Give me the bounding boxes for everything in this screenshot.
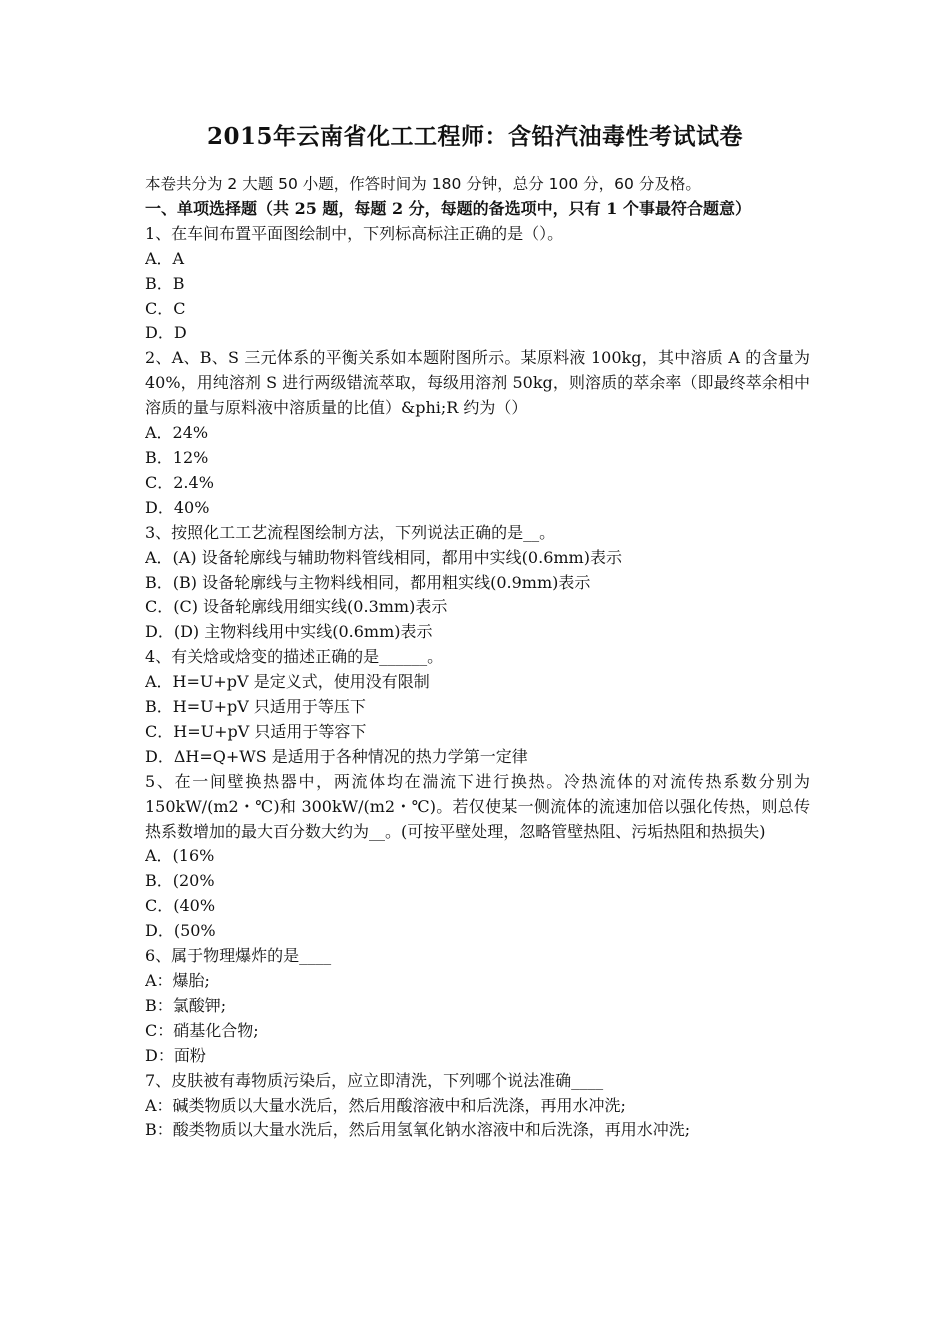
section-heading: 一、单项选择题（共 25 题，每题 2 分，每题的备选项中，只有 1 个事最符合题意） [145, 198, 751, 218]
question-block [145, 944, 810, 1069]
answer-option: B．H=U+pV 只适用于等压下 [145, 697, 366, 717]
exam-intro: 本卷共分为 2 大题 50 小题，作答时间为 180 分钟，总分 100 分，60 分及格。 [145, 175, 701, 193]
question-stem: 2、A、B、S 三元体系的平衡关系如本题附图所示。某原料液 100kg，其中溶质 A 的含量为 40%，用纯溶剂 S 进行两级错流萃取，每级用溶剂 50kg，则溶质的萃余率（即最终萃余相中溶质的量与原料液中溶质量的比值）&phi;R 约为（） [145, 348, 810, 418]
question-stem: 1、在车间布置平面图绘制中，下列标高标注正确的是（）。 [145, 223, 564, 243]
answer-option: C．H=U+pV 只适用于等容下 [145, 721, 367, 741]
question-block [145, 346, 810, 520]
answer-option: A：碱类物质以大量水洗后，然后用酸溶液中和后洗涤，再用水冲洗; [145, 1095, 626, 1115]
answer-option: D．D [145, 323, 187, 343]
question-block [145, 645, 810, 770]
answer-option: C．C [145, 298, 186, 318]
question-stem: 6、属于物理爆炸的是____ [145, 946, 332, 966]
answer-option: B．B [145, 273, 185, 293]
page-title: 2015年云南省化工工程师：含铅汽油毒性考试试卷 [206, 123, 743, 150]
answer-option: A．(A) 设备轮廓线与辅助物料管线相同，都用中实线(0.6mm)表示 [145, 547, 622, 567]
question-stem: 7、皮肤被有毒物质污染后，应立即清洗，下列哪个说法准确____ [145, 1070, 604, 1090]
answer-option: C：硝基化合物; [145, 1020, 259, 1040]
answer-option: B：酸类物质以大量水洗后，然后用氢氧化钠水溶液中和后洗涤，再用水冲洗; [145, 1120, 691, 1140]
answer-option: B．12% [145, 447, 209, 467]
question-block [145, 770, 810, 944]
question-stem: 5、在一间壁换热器中，两流体均在湍流下进行换热。冷热流体的对流传热系数分别为 150kW/(m2・℃)和 300kW/(m2・℃)。若仅使某一侧流体的流速加倍以强化传热，则总传热系数增加的最大百分数大约为__。(可按平壁处理，忽略管壁热阻、污垢热阻和热损失) [145, 771, 810, 841]
answer-option: A．(16% [145, 846, 215, 866]
answer-option: A．24% [145, 423, 209, 443]
answer-option: C．(C) 设备轮廓线用细实线(0.3mm)表示 [145, 597, 448, 617]
answer-option: D．40% [145, 497, 210, 517]
answer-option: B：氯酸钾; [145, 995, 227, 1015]
answer-option: D．(50% [145, 921, 216, 941]
question-stem: 4、有关焓或焓变的描述正确的是______。 [145, 647, 444, 667]
answer-option: D．(D) 主物料线用中实线(0.6mm)表示 [145, 622, 433, 642]
question-block [145, 521, 810, 646]
answer-option: A．H=U+pV 是定义式，使用没有限制 [145, 672, 430, 692]
answer-option: A：爆胎; [145, 971, 210, 990]
answer-option: D．ΔH=Q+WS 是适用于各种情况的热力学第一定律 [145, 746, 528, 766]
question-block [145, 222, 810, 347]
answer-option: C．(40% [145, 896, 216, 916]
document-body [145, 172, 810, 1143]
answer-option: B．(B) 设备轮廓线与主物料线相同，都用粗实线(0.9mm)表示 [145, 572, 591, 592]
question-stem: 3、按照化工工艺流程图绘制方法，下列说法正确的是__。 [145, 522, 556, 542]
answer-option: B．(20% [145, 871, 215, 891]
answer-option: C．2.4% [145, 472, 214, 492]
question-block [145, 1069, 810, 1144]
answer-option: A．A [145, 248, 185, 268]
answer-option: D：面粉 [145, 1045, 206, 1065]
